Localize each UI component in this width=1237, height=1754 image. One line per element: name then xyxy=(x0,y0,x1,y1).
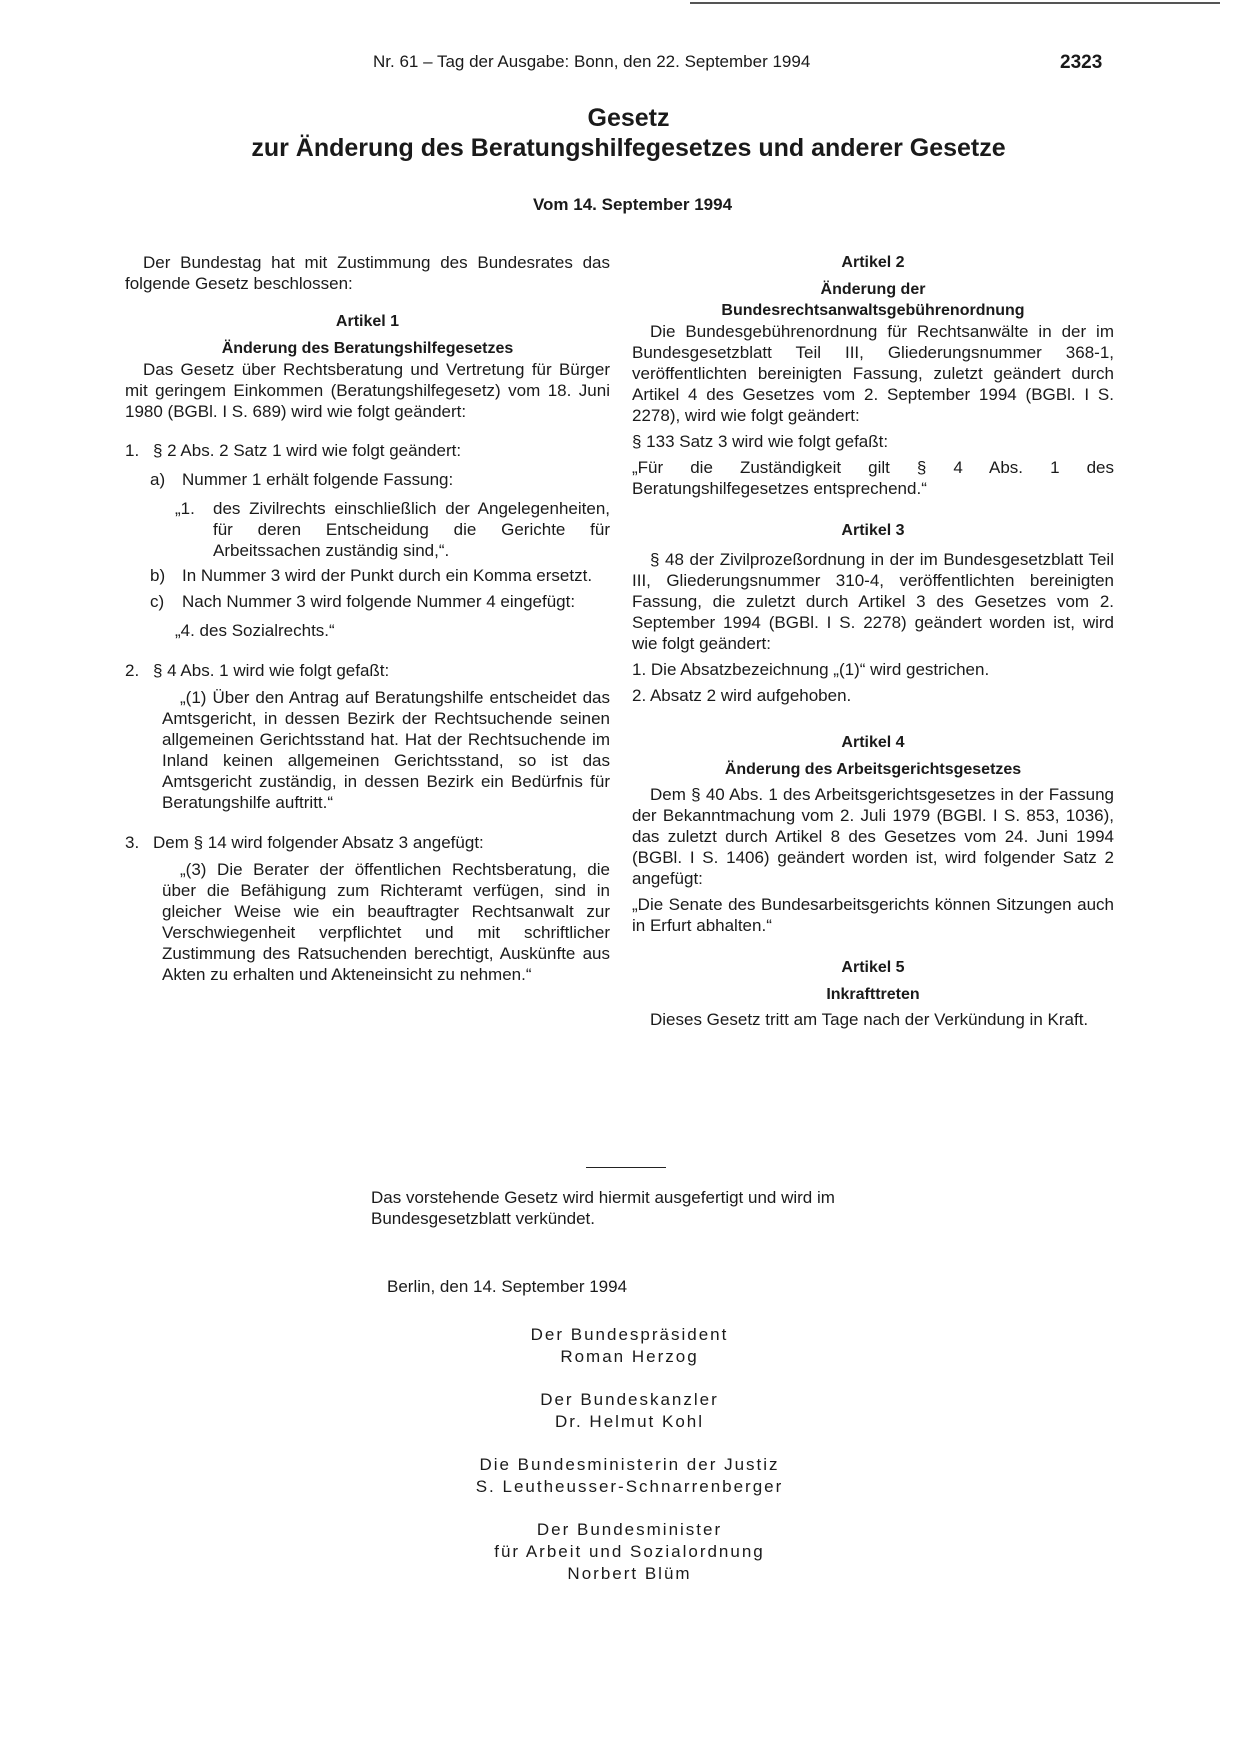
item-number: 1. xyxy=(125,441,140,460)
law-title xyxy=(0,103,1237,163)
article-5-heading: Artikel 5 xyxy=(841,959,905,976)
signatory xyxy=(0,1519,1237,1585)
item-text: Dem § 14 wird folgender Absatz 3 angefügt: xyxy=(153,833,484,852)
article-1-text: Das Gesetz über Rechtsberatung und Vertretung für Bürger mit geringem Einkommen (Beratungshilfegesetz) vom 18. Juni 1980 (BGBl. I S. 689) wird wie folgt geändert: xyxy=(125,360,610,421)
section-divider xyxy=(586,1167,666,1168)
subitem-letter: a) xyxy=(150,470,166,489)
issue-line: Nr. 61 – Tag der Ausgabe: Bonn, den 22. September 1994 xyxy=(373,52,811,71)
quote-number: „1. xyxy=(175,499,195,518)
top-rule xyxy=(690,2,1220,4)
promulgation-text: Das vorstehende Gesetz wird hiermit ausgefertigt und wird im Bundesgesetzblatt verkündet. xyxy=(371,1188,835,1228)
article-2-subheading-1: Änderung der xyxy=(820,281,926,298)
title-line-1: Gesetz xyxy=(587,104,670,132)
article-4-text: Dem § 40 Abs. 1 des Arbeitsgerichtsgesetzes in der Fassung der Bekanntmachung vom 2. Juli 1979 (BGBl. I S. 853, 1036), das zuletzt durch Artikel 8 des Gesetzes vom 24. Juni 1994 (BGBl. I S. 1406) geändert worden ist, wird folgender Satz 2 angefügt: xyxy=(632,785,1114,888)
law-date: Vom 14. September 1994 xyxy=(532,195,733,214)
article-2-line: § 133 Satz 3 wird wie folgt gefaßt: xyxy=(632,432,889,451)
article-3-text: § 48 der Zivilprozeßordnung in der im Bundesgesetzblatt Teil III, Gliederungsnummer 310-4, veröffentlichten bereinigten Fassung, die zuletzt durch Artikel 3 des Gesetzes vom 2. September 1994 (BGBl. I S. 2278) geändert worden ist, wird wie folgt geändert: xyxy=(632,550,1114,653)
quoted-text xyxy=(125,687,610,813)
subitem-text: Nummer 1 erhält folgende Fassung: xyxy=(182,470,454,489)
signatory-name: Norbert Blüm xyxy=(567,1564,692,1583)
article-4-heading: Artikel 4 xyxy=(841,734,905,751)
item-text: § 4 Abs. 1 wird wie folgt gefaßt: xyxy=(153,661,390,680)
signatory-name: Dr. Helmut Kohl xyxy=(554,1412,705,1431)
intro-paragraph: Der Bundestag hat mit Zustimmung des Bundesrates das folgende Gesetz beschlossen: xyxy=(125,253,610,293)
subitem-text: In Nummer 3 wird der Punkt durch ein Komma ersetzt. xyxy=(182,566,593,585)
signatory-office: Der Bundesminister xyxy=(536,1520,723,1539)
article-2-quote: „Für die Zuständigkeit gilt § 4 Abs. 1 des Beratungshilfegesetzes entsprechend.“ xyxy=(632,458,1114,498)
signatory xyxy=(0,1389,1237,1433)
subitem-letter: b) xyxy=(150,566,166,585)
article-5-subheading: Inkrafttreten xyxy=(826,986,920,1003)
article-2-text: Die Bundesgebührenordnung für Rechtsanwälte in der im Bundesgesetzblatt Teil III, Gliederungsnummer 368-1, veröffentlichten bereinigten Fassung, zuletzt geändert durch Artikel 4 des Gesetzes vom 2. September 1994 (BGBl. I S. 2278), wird wie folgt geändert: xyxy=(632,322,1114,425)
list-item xyxy=(125,440,610,461)
signatory-name: S. Leutheusser-Schnarrenberger xyxy=(475,1477,784,1496)
article-4-subheading: Änderung des Arbeitsgerichtsgesetzes xyxy=(724,761,1022,778)
signature-block xyxy=(0,1324,1237,1606)
signatory xyxy=(0,1324,1237,1368)
quote-text: „(3) Die Berater der öffentlichen Rechtsberatung, die über die Befähigung zum Richteramt verfügen, sind in gleicher Weise wie ein beauftragter Rechtsanwalt zur Verschwiegenheit verpflichtet und mit schriftlicher Zustimmung des Ratsuchenden berechtigt, Auskünfte aus Akten zu erhalten und Akteneinsicht zu nehmen.“ xyxy=(162,860,610,984)
title-line-2: zur Änderung des Beratungshilfegesetzes und anderer Gesetze xyxy=(251,134,1006,162)
article-3-item-2: 2. Absatz 2 wird aufgehoben. xyxy=(632,686,852,705)
subitem-text: Nach Nummer 3 wird folgende Nummer 4 eingefügt: xyxy=(182,592,576,611)
signatory-office: Die Bundesministerin der Justiz xyxy=(479,1455,780,1474)
article-3-heading: Artikel 3 xyxy=(841,522,905,539)
article-3-item-1: 1. Die Absatzbezeichnung „(1)“ wird gestrichen. xyxy=(632,660,990,679)
article-2-subheading-2: Bundesrechtsanwaltsgebührenordnung xyxy=(721,302,1025,319)
signatory-office-2: für Arbeit und Sozialordnung xyxy=(494,1542,765,1561)
signatory-name: Roman Herzog xyxy=(560,1347,699,1366)
article-4-quote: „Die Senate des Bundesarbeitsgerichts können Sitzungen auch in Erfurt abhalten.“ xyxy=(632,895,1114,935)
item-number: 3. xyxy=(125,833,140,852)
article-5-text: Dieses Gesetz tritt am Tage nach der Verkündung in Kraft. xyxy=(650,1010,1089,1029)
list-subitem xyxy=(125,565,610,586)
list-subitem xyxy=(125,591,610,612)
list-item xyxy=(125,660,610,681)
quote-text: „(1) Über den Antrag auf Beratungshilfe entscheidet das Amtsgericht, in dessen Bezirk der Rechtsuchende seinen allgemeinen Gerichtsstand hat. Hat der Rechtsuchende im Inland keinen allgemeinen Gerichtsstand, so ist das Amtsgericht zuständig, in dessen Bezirk ein Bedürfnis für Beratungshilfe auftritt.“ xyxy=(162,688,610,812)
left-column xyxy=(125,252,610,985)
page-number: 2323 xyxy=(1060,52,1103,73)
quoted-text xyxy=(125,498,610,561)
place-and-date: Berlin, den 14. September 1994 xyxy=(387,1277,628,1296)
right-column xyxy=(632,252,1114,1030)
list-subitem xyxy=(125,469,610,490)
quote-text: des Zivilrechts einschließlich der Angelegenheiten, für deren Entscheidung die Gerichte für Arbeitssachen zuständig sind,“. xyxy=(213,499,610,560)
quoted-text xyxy=(125,859,610,985)
article-1-heading: Artikel 1 xyxy=(335,313,400,330)
quoted-text: „4. des Sozialrechts.“ xyxy=(175,621,335,640)
item-number: 2. xyxy=(125,661,140,680)
item-text: § 2 Abs. 2 Satz 1 wird wie folgt geändert: xyxy=(153,441,462,460)
list-item xyxy=(125,832,610,853)
article-1-subheading: Änderung des Beratungshilfegesetzes xyxy=(221,340,514,357)
subitem-letter: c) xyxy=(150,592,165,611)
article-2-heading: Artikel 2 xyxy=(841,254,905,271)
signatory xyxy=(0,1454,1237,1498)
signatory-office: Der Bundeskanzler xyxy=(540,1390,719,1409)
signatory-office: Der Bundespräsident xyxy=(530,1325,729,1344)
